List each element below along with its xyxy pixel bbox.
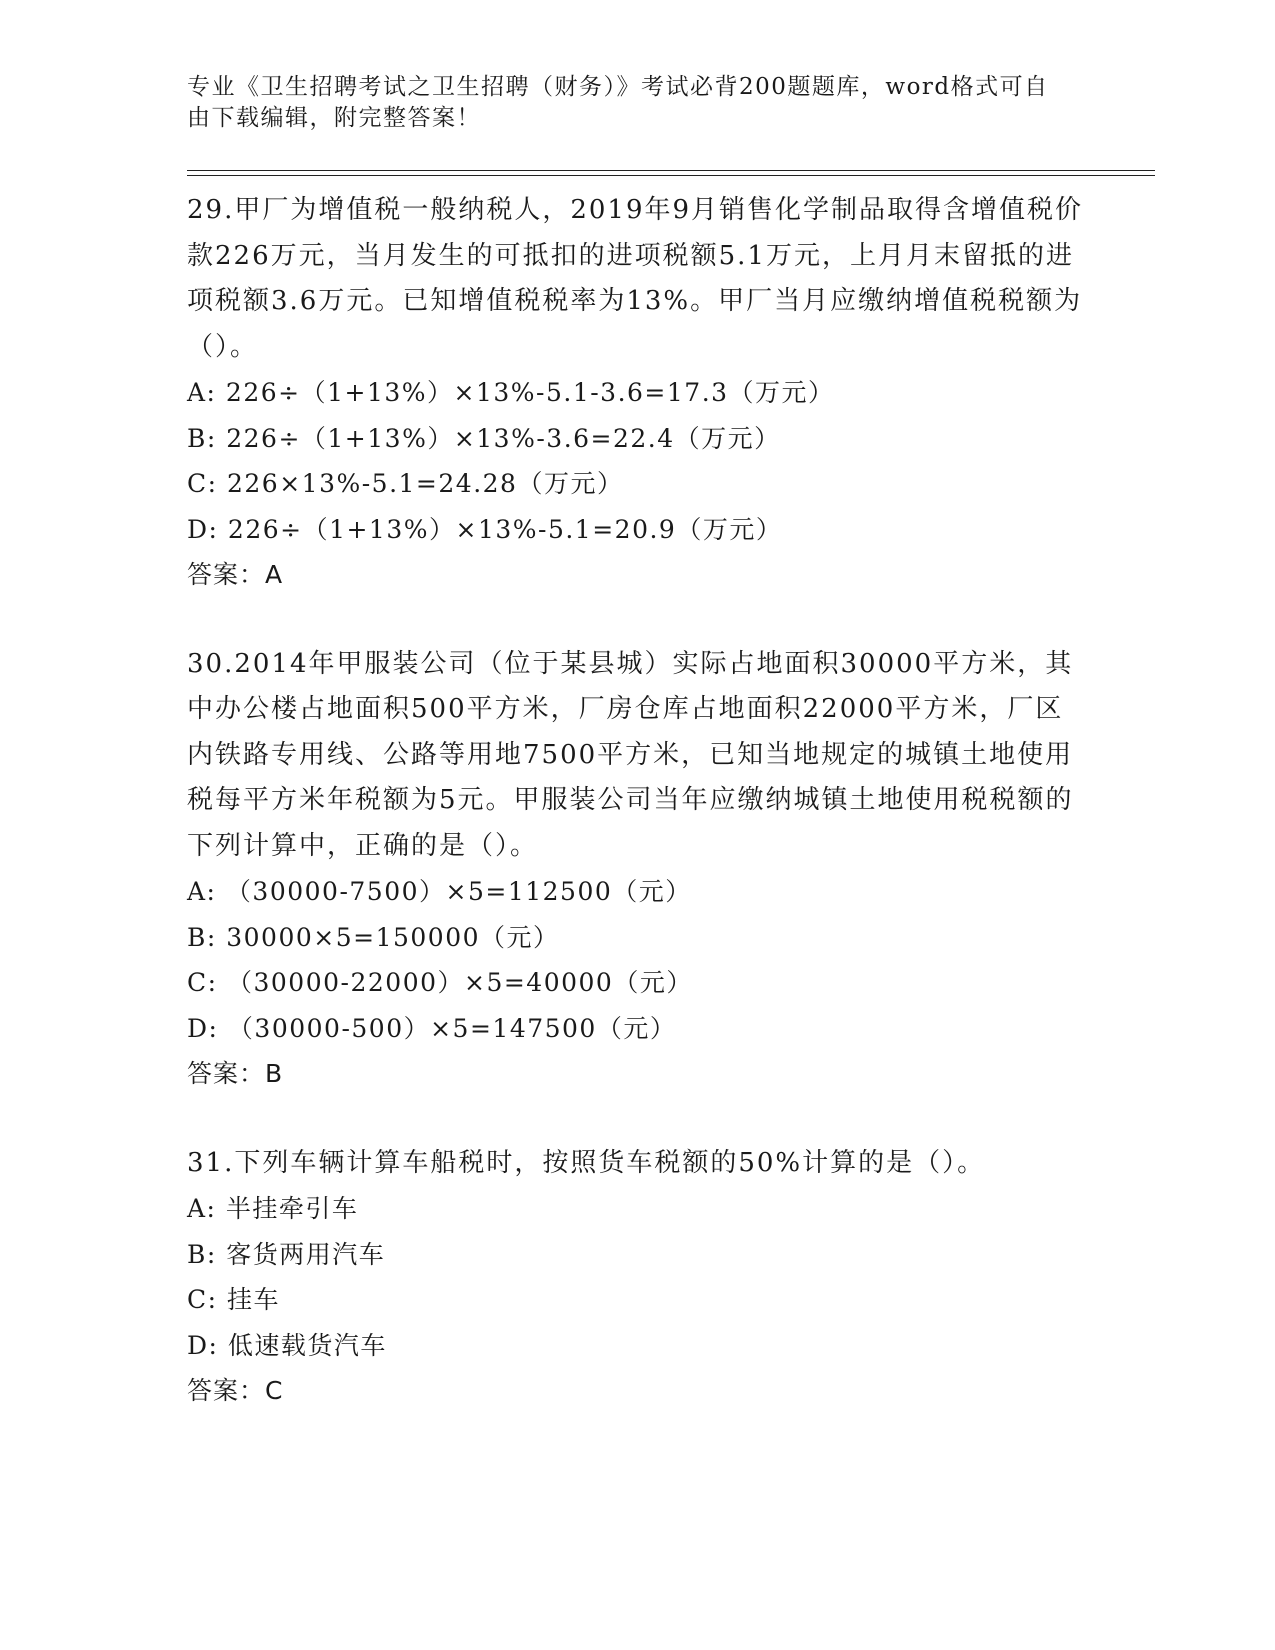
answer-line: 答案：B [187, 1059, 284, 1088]
document-header: 专业《卫生招聘考试之卫生招聘（财务）》考试必背200题题库，word格式可自由下载编辑，附完整答案！ [187, 74, 1049, 131]
option-a: A: 226÷（1+13%）×13%-5.1-3.6=17.3（万元） [187, 378, 835, 407]
question-31 [187, 1141, 1087, 1414]
option-d: D: （30000-500）×5=147500（元） [187, 1013, 677, 1043]
header-divider-top [187, 170, 1155, 171]
question-list [187, 188, 1087, 1458]
option-d: D: 226÷（1+13%）×13%-5.1=20.9（万元） [187, 514, 783, 544]
header-divider-bottom [187, 175, 1155, 176]
question-text: 31.下列车辆计算车船税时，按照货车税额的50%计算的是（）。 [187, 1147, 986, 1178]
option-a: A: （30000-7500）×5=112500（元） [187, 877, 692, 906]
answer-line: 答案：C [187, 1376, 284, 1405]
option-c: C: （30000-22000）×5=40000（元） [187, 968, 693, 997]
option-c: C: 226×13%-5.1=24.28（万元） [187, 469, 624, 498]
option-c: C: 挂车 [187, 1285, 280, 1314]
question-30 [187, 642, 1087, 1097]
option-b: B: 30000×5=150000（元） [187, 922, 560, 952]
answer-line: 答案：A [187, 560, 284, 589]
option-d: D: 低速载货汽车 [187, 1330, 387, 1360]
question-29 [187, 188, 1087, 598]
option-a: A: 半挂牵引车 [187, 1194, 359, 1223]
option-b: B: 客货两用汽车 [187, 1239, 386, 1269]
question-text: 29.甲厂为增值税一般纳税人，2019年9月销售化学制品取得含增值税价款226万元，当月发生的可抵扣的进项税额5.1万元，上月月末留抵的进项税额3.6万元。已知增值税税率为13%。甲厂当月应缴纳增值税税额为（）。 [187, 195, 1084, 362]
question-text: 30.2014年甲服装公司（位于某县城）实际占地面积30000平方米，其中办公楼占地面积500平方米，厂房仓库占地面积22000平方米，厂区内铁路专用线、公路等用地7500平方米，已知当地规定的城镇土地使用税每平方米年税额为5元。甲服装公司当年应缴纳城镇土地使用税税额的下列计算中，正确的是（）。 [187, 648, 1074, 861]
option-b: B: 226÷（1+13%）×13%-3.6=22.4（万元） [187, 423, 781, 453]
